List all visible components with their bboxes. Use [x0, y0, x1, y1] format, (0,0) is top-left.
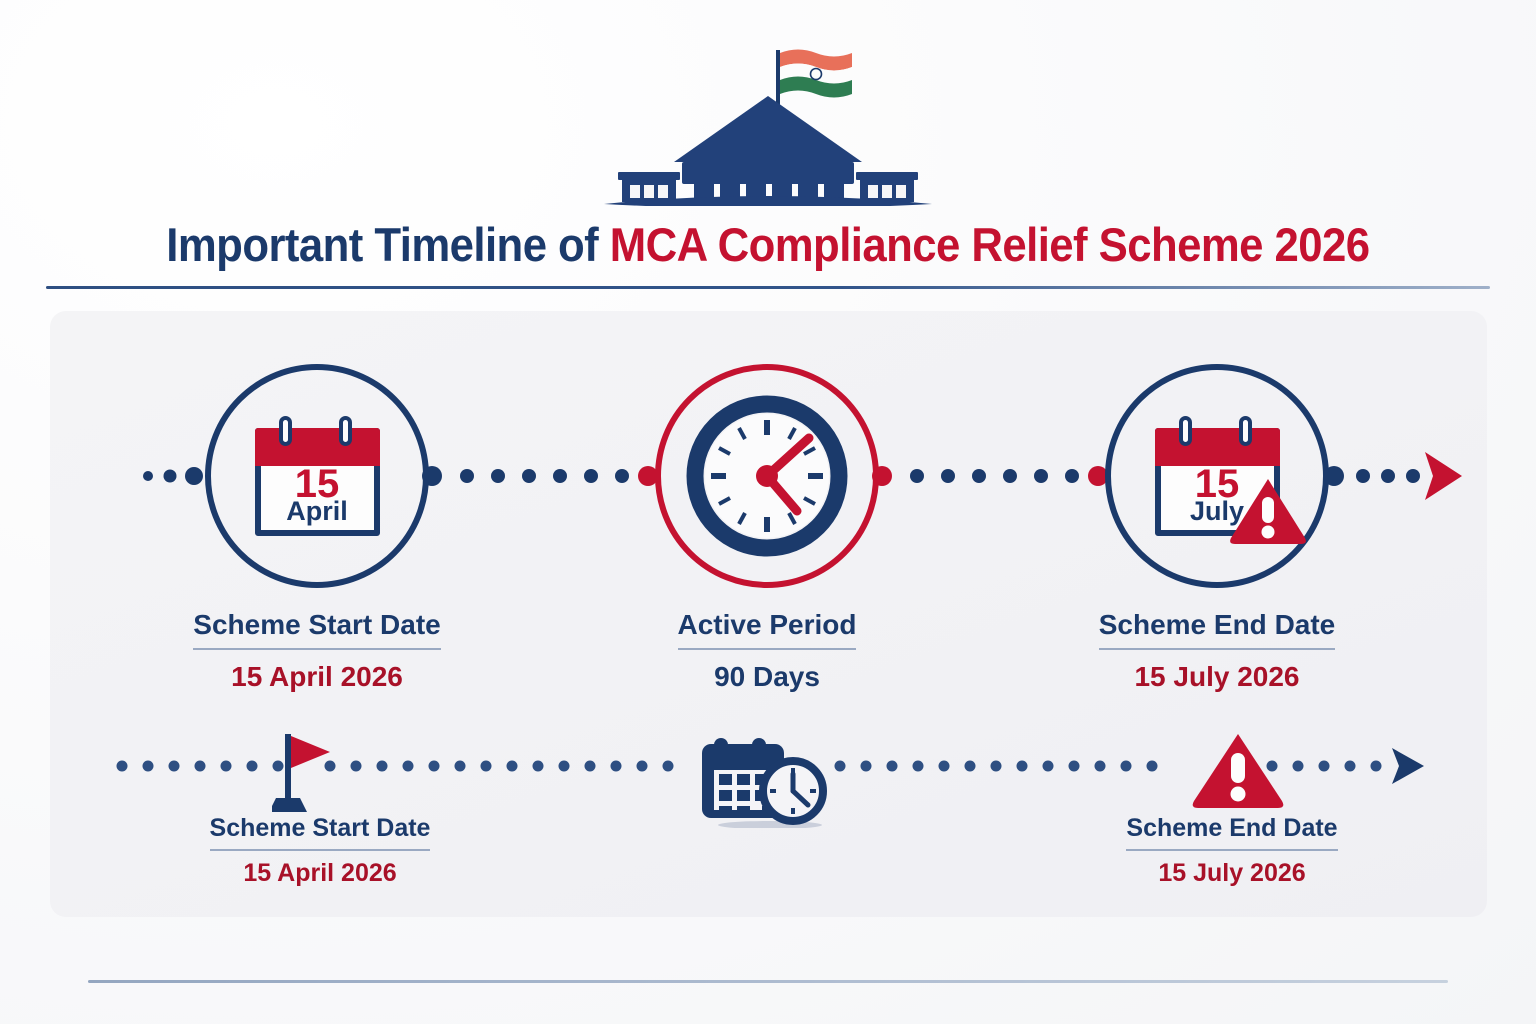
timeline-label-active	[557, 610, 977, 693]
calendar-month: July	[1189, 496, 1245, 526]
calendar-clock-icon	[690, 728, 840, 833]
calendar-with-warning-icon	[1155, 416, 1280, 536]
timeline-label-active-value: 90 Days	[714, 660, 820, 692]
timeline-label-end-title: Scheme End Date	[1099, 610, 1336, 650]
timeline-label-start-value: 15 April 2026	[231, 660, 403, 692]
red-flag-icon	[272, 734, 334, 821]
summary-label-start	[110, 815, 530, 887]
summary-label-end-value: 15 July 2026	[1158, 858, 1306, 887]
summary-label-end-title: Scheme End Date	[1126, 815, 1337, 851]
warning-triangle-icon	[1190, 731, 1286, 816]
timeline-label-end	[1007, 610, 1427, 693]
title-divider	[46, 286, 1490, 289]
timeline-label-start	[107, 610, 527, 693]
timeline-node-start[interactable]	[205, 364, 429, 588]
timeline-node-active[interactable]	[655, 364, 879, 588]
summary-label-start-title: Scheme Start Date	[210, 815, 431, 851]
government-building-with-indian-flag-icon	[0, 44, 1536, 206]
calendar-icon	[255, 416, 380, 536]
page-title	[48, 206, 1488, 282]
timeline-label-end-value: 15 July 2026	[1134, 660, 1300, 692]
calendar-day: 15	[1194, 462, 1240, 506]
timeline-label-start-title: Scheme Start Date	[193, 610, 440, 650]
clock-icon	[684, 393, 850, 559]
timeline-label-active-title: Active Period	[678, 610, 857, 650]
title-navy-part: Important Timeline of	[166, 217, 610, 271]
title-red-part: MCA Compliance Relief Scheme 2026	[609, 217, 1370, 271]
summary-label-start-value: 15 April 2026	[243, 858, 397, 887]
footer-divider	[88, 980, 1448, 983]
calendar-day: 15	[294, 462, 340, 506]
summary-label-end	[1022, 815, 1442, 887]
calendar-month: April	[286, 496, 348, 526]
warning-triangle-icon	[1228, 475, 1308, 552]
timeline-node-end[interactable]	[1105, 364, 1329, 588]
